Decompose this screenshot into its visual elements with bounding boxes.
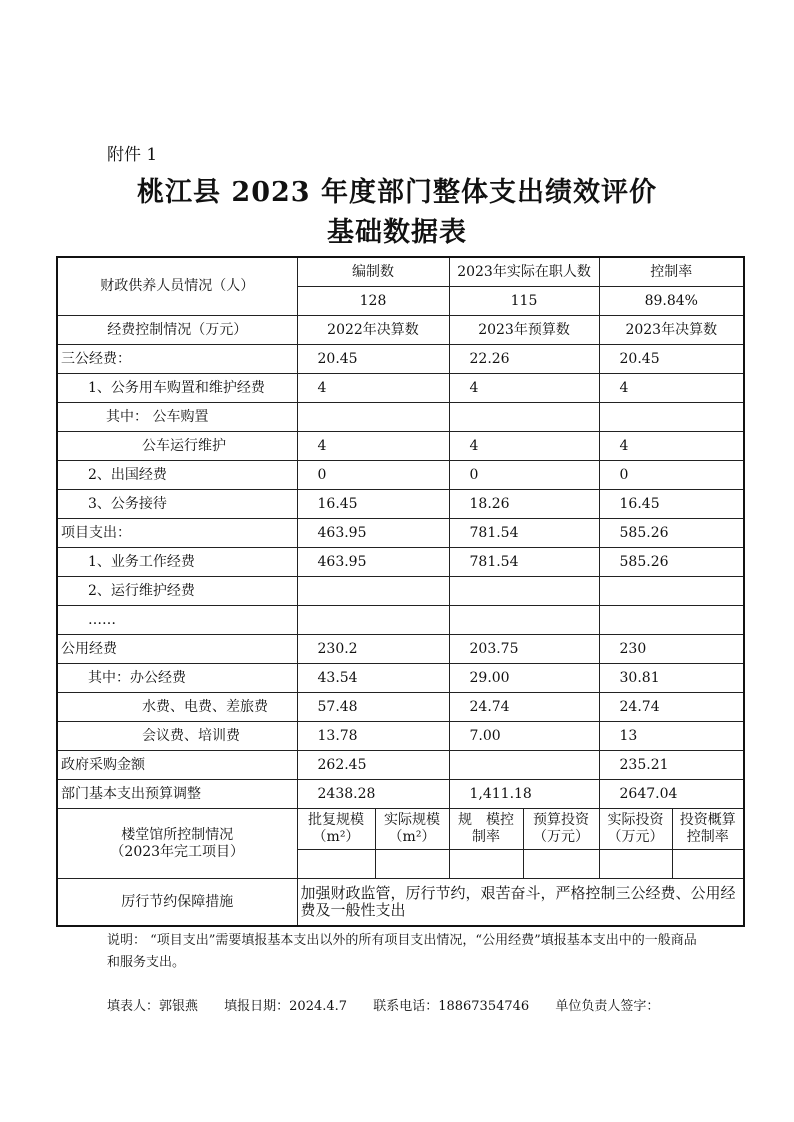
basic-data-table <box>56 256 745 927</box>
attachment-label: 附件 1 <box>107 145 158 165</box>
building-header-scale-rate: 规 模控制率 <box>449 809 523 850</box>
row-label: 1、业务工作经费 <box>57 548 297 577</box>
row-value: 0 <box>449 461 599 490</box>
row-value: 4 <box>297 374 449 403</box>
row-value: 781.54 <box>449 519 599 548</box>
row-value: 43.54 <box>297 664 449 693</box>
row-label: 会议费、培训费 <box>57 722 297 751</box>
row-label: 部门基本支出预算调整 <box>57 780 297 809</box>
row-value: 57.48 <box>297 693 449 722</box>
row-value <box>449 751 599 780</box>
row-label: 三公经费： <box>57 345 297 374</box>
row-value: 2438.28 <box>297 780 449 809</box>
row-value <box>599 403 744 432</box>
row-label: 其中：办公经费 <box>57 664 297 693</box>
row-value: 13.78 <box>297 722 449 751</box>
row-value: 4 <box>449 374 599 403</box>
row-value: 18.26 <box>449 490 599 519</box>
saving-text: 加强财政监管，厉行节约，艰苦奋斗，严格控制三公经费、公用经费及一般性支出 <box>297 879 744 927</box>
row-value <box>297 577 449 606</box>
row-value: 7.00 <box>449 722 599 751</box>
row-label: 其中： 公车购置 <box>57 403 297 432</box>
saving-label: 厉行节约保障措施 <box>57 879 297 927</box>
table-row <box>57 751 744 780</box>
staff-header-actual: 2023年实际在职人数 <box>449 257 599 287</box>
row-value <box>297 403 449 432</box>
staff-value-actual: 115 <box>449 287 599 316</box>
building-header-actual-investment: 实际投资（万元） <box>599 809 672 850</box>
table-row <box>57 490 744 519</box>
building-header-actual: 实际规模（m²） <box>375 809 449 850</box>
row-value: 4 <box>599 374 744 403</box>
row-value: 0 <box>297 461 449 490</box>
staff-header-rate: 控制率 <box>599 257 744 287</box>
staff-value-rate: 89.84% <box>599 287 744 316</box>
table-row <box>57 693 744 722</box>
row-value: 4 <box>599 432 744 461</box>
row-label: 1、公务用车购置和维护经费 <box>57 374 297 403</box>
row-value: 230 <box>599 635 744 664</box>
staff-value-quota: 128 <box>297 287 449 316</box>
table-row <box>57 635 744 664</box>
row-label: 2、出国经费 <box>57 461 297 490</box>
table-row <box>57 577 744 606</box>
table-row <box>57 461 744 490</box>
row-label: 2、运行维护经费 <box>57 577 297 606</box>
row-value <box>449 606 599 635</box>
table-row <box>57 432 744 461</box>
row-value: 235.21 <box>599 751 744 780</box>
table-row <box>57 519 744 548</box>
responsible-sign: 单位负责人签字： <box>555 999 660 1014</box>
row-label: …… <box>57 606 297 635</box>
row-value <box>599 606 744 635</box>
row-value: 585.26 <box>599 548 744 577</box>
row-value: 230.2 <box>297 635 449 664</box>
row-value <box>297 606 449 635</box>
row-value: 781.54 <box>449 548 599 577</box>
building-cell <box>375 850 449 879</box>
row-value: 16.45 <box>297 490 449 519</box>
row-value: 20.45 <box>297 345 449 374</box>
fill-date: 填报日期：2024.4.7 <box>224 999 348 1014</box>
funding-header-2022: 2022年决算数 <box>297 316 449 345</box>
row-label: 项目支出： <box>57 519 297 548</box>
funding-label: 经费控制情况（万元） <box>57 316 297 345</box>
table-row <box>57 548 744 577</box>
building-cell <box>297 850 375 879</box>
row-label: 政府采购金额 <box>57 751 297 780</box>
row-value: 203.75 <box>449 635 599 664</box>
row-label: 公用经费 <box>57 635 297 664</box>
table-row <box>57 606 744 635</box>
filler: 填表人：郭银燕 <box>107 999 199 1014</box>
row-value: 20.45 <box>599 345 744 374</box>
row-value: 16.45 <box>599 490 744 519</box>
row-value: 1,411.18 <box>449 780 599 809</box>
building-label <box>57 809 297 879</box>
note-text: 说明： “项目支出”需要填报基本支出以外的所有项目支出情况，“公用经费”填报基本支出中的一般商品和服务支出。 <box>107 933 697 970</box>
staff-header-quota: 编制数 <box>297 257 449 287</box>
row-label: 水费、电费、差旅费 <box>57 693 297 722</box>
building-cell <box>449 850 523 879</box>
row-value <box>449 577 599 606</box>
building-label-line1: 楼堂馆所控制情况 <box>121 826 234 843</box>
row-value: 22.26 <box>449 345 599 374</box>
building-header-investment-rate: 投资概算控制率 <box>672 809 744 850</box>
staff-label: 财政供养人员情况（人） <box>57 257 297 316</box>
funding-header-2023-budget: 2023年预算数 <box>449 316 599 345</box>
row-value: 24.74 <box>599 693 744 722</box>
row-value: 4 <box>297 432 449 461</box>
row-value: 262.45 <box>297 751 449 780</box>
row-value: 24.74 <box>449 693 599 722</box>
row-value: 0 <box>599 461 744 490</box>
building-header-approved: 批复规模（m²） <box>297 809 375 850</box>
row-value: 2647.04 <box>599 780 744 809</box>
row-value: 4 <box>449 432 599 461</box>
row-label: 3、公务接待 <box>57 490 297 519</box>
footer <box>107 995 681 1014</box>
building-cell <box>672 850 744 879</box>
row-value <box>449 403 599 432</box>
building-cell <box>599 850 672 879</box>
document-subtitle: 基础数据表 <box>327 217 467 248</box>
table-row <box>57 345 744 374</box>
row-value: 29.00 <box>449 664 599 693</box>
table-row <box>57 664 744 693</box>
row-value: 463.95 <box>297 548 449 577</box>
contact-phone: 联系电话：18867354746 <box>373 999 530 1014</box>
table-row <box>57 403 744 432</box>
table-row <box>57 374 744 403</box>
building-header-budget: 预算投资（万元） <box>523 809 599 850</box>
table-row <box>57 722 744 751</box>
funding-header-2023-final: 2023年决算数 <box>599 316 744 345</box>
building-cell <box>523 850 599 879</box>
row-value: 13 <box>599 722 744 751</box>
document-title: 桃江县 2023 年度部门整体支出绩效评价 <box>137 177 657 208</box>
row-value <box>599 577 744 606</box>
table-row <box>57 780 744 809</box>
row-value: 585.26 <box>599 519 744 548</box>
building-label-line2: （2023年完工项目） <box>110 843 245 860</box>
row-value: 30.81 <box>599 664 744 693</box>
row-value: 463.95 <box>297 519 449 548</box>
row-label: 公车运行维护 <box>57 432 297 461</box>
